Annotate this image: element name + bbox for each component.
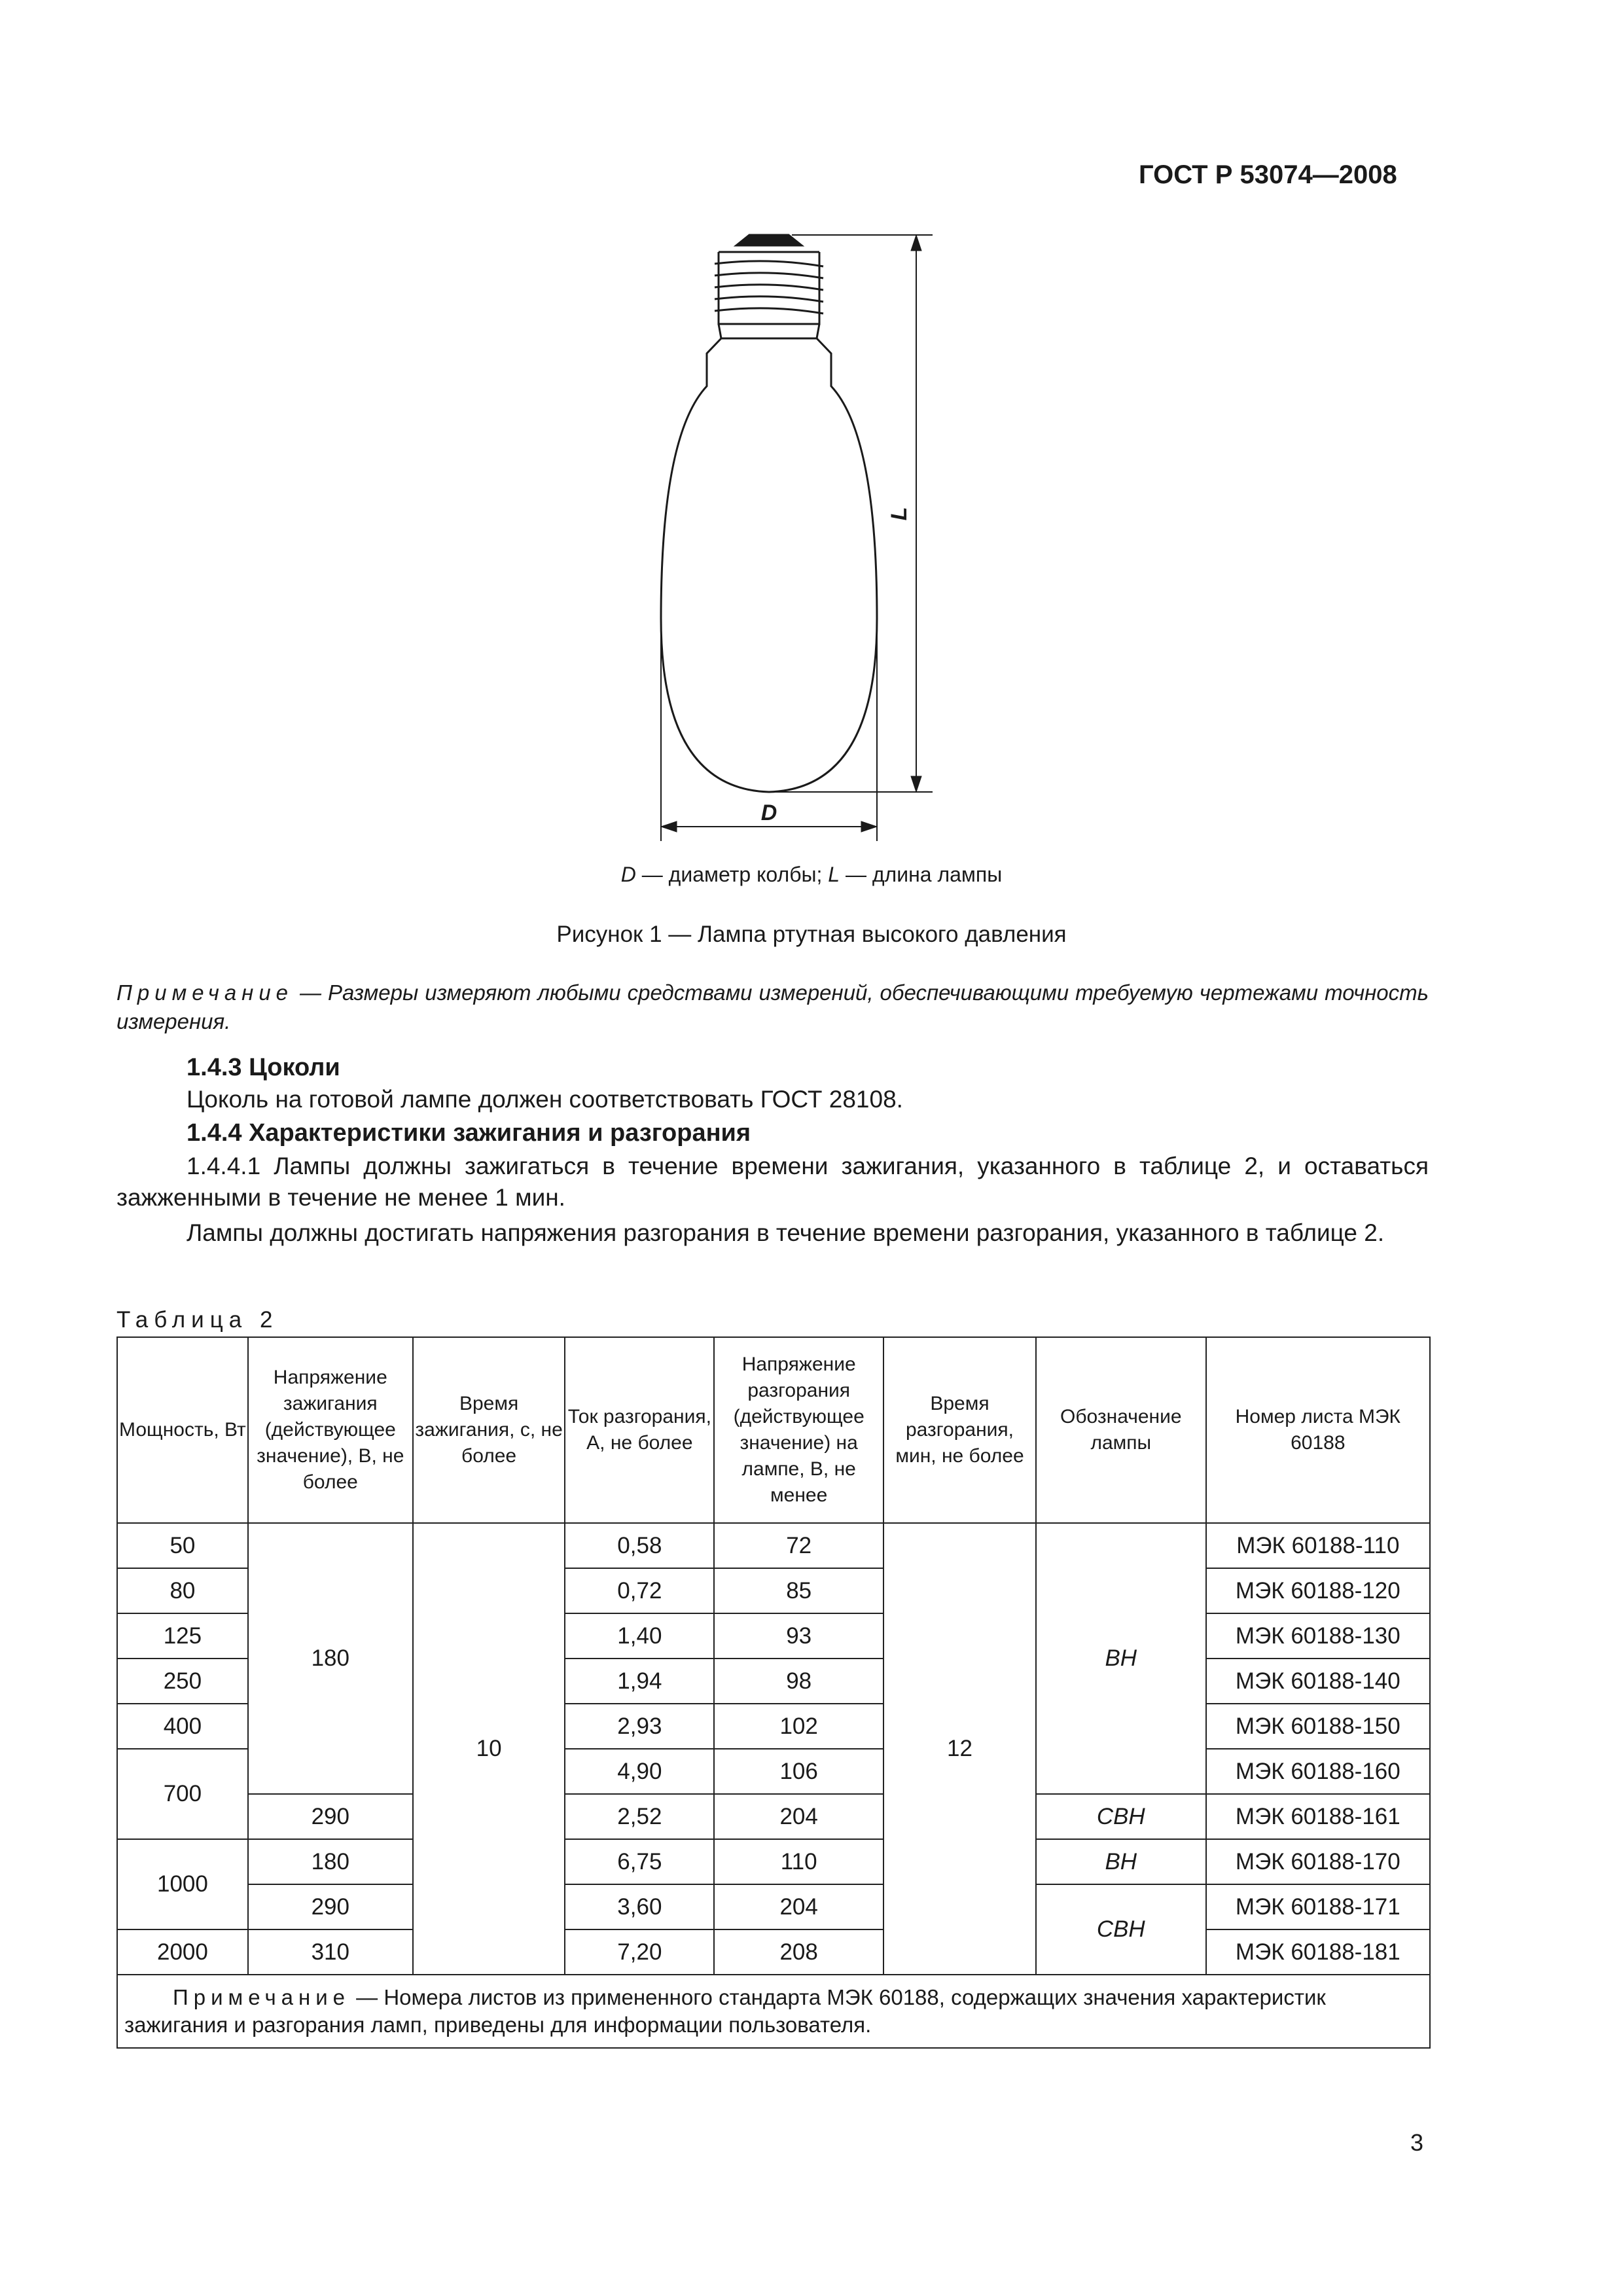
table-row xyxy=(117,1839,1430,1884)
table-note xyxy=(117,1975,1430,2048)
cell-current: 6,75 xyxy=(565,1839,714,1884)
table-note-text: — Номера листов из примененного стандарта МЭК 60188, содержащих значения характеристик зажигания и разгорания ламп, приведены для информации пользователя. xyxy=(124,1985,1326,2037)
cell-run-voltage: 106 xyxy=(714,1749,883,1794)
table-row xyxy=(117,1884,1430,1929)
header-sheet-number: Номер листа МЭК 60188 xyxy=(1206,1337,1430,1523)
section-1-4-3-heading: 1.4.3 Цоколи xyxy=(187,1054,340,1081)
cell-run-up-time: 12 xyxy=(883,1523,1036,1975)
cell-current: 1,94 xyxy=(565,1659,714,1704)
section-1-4-4-heading: 1.4.4 Характеристики зажигания и разгорания xyxy=(187,1119,751,1147)
cell-sheet: МЭК 60188-160 xyxy=(1206,1749,1430,1794)
cell-ignition-voltage: 290 xyxy=(248,1794,413,1839)
figure-caption: Рисунок 1 — Лампа ртутная высокого давления xyxy=(556,922,1067,947)
cell-sheet: МЭК 60188-161 xyxy=(1206,1794,1430,1839)
cell-power: 125 xyxy=(117,1613,248,1659)
cell-sheet: МЭК 60188-110 xyxy=(1206,1523,1430,1568)
cell-ignition-voltage: 180 xyxy=(248,1839,413,1884)
legend-L: L xyxy=(828,863,840,886)
figure-legend xyxy=(0,863,1623,887)
legend-D: D xyxy=(620,863,636,886)
cell-sheet: МЭК 60188-170 xyxy=(1206,1839,1430,1884)
cell-sheet: МЭК 60188-130 xyxy=(1206,1613,1430,1659)
cell-ignition-voltage: 310 xyxy=(248,1929,413,1975)
legend-L-text: — длина лампы xyxy=(840,863,1003,886)
cell-sheet: МЭК 60188-120 xyxy=(1206,1568,1430,1613)
cell-power: 2000 xyxy=(117,1929,248,1975)
cell-current: 0,72 xyxy=(565,1568,714,1613)
legend-D-text: — диаметр колбы; xyxy=(635,863,829,886)
cell-power: 50 xyxy=(117,1523,248,1568)
cell-current: 3,60 xyxy=(565,1884,714,1929)
header-ignition-voltage: Напряжение зажигания (действующее значение), В, не более xyxy=(248,1337,413,1523)
cell-run-voltage: 110 xyxy=(714,1839,883,1884)
cell-current: 7,20 xyxy=(565,1929,714,1975)
dimension-label-L: L xyxy=(887,507,912,521)
cell-run-voltage: 98 xyxy=(714,1659,883,1704)
cell-run-voltage: 208 xyxy=(714,1929,883,1975)
note-text: — Размеры измеряют любыми средствами измерений, обеспечивающими требуемую чертежами точность измерения. xyxy=(116,980,1429,1033)
cell-designation: СВН xyxy=(1036,1794,1206,1839)
section-1-4-3-text: Цоколь на готовой лампе должен соответствовать ГОСТ 28108. xyxy=(187,1086,903,1113)
cell-designation: ВН xyxy=(1036,1839,1206,1884)
cell-run-voltage: 204 xyxy=(714,1794,883,1839)
header-run-up-current: Ток разгорания, А, не более xyxy=(565,1337,714,1523)
cell-power: 400 xyxy=(117,1704,248,1749)
header-run-up-voltage: Напряжение разгорания (действующее значение) на лампе, В, не менее xyxy=(714,1337,883,1523)
cell-sheet: МЭК 60188-140 xyxy=(1206,1659,1430,1704)
cell-ignition-time: 10 xyxy=(413,1523,565,1975)
cell-run-voltage: 85 xyxy=(714,1568,883,1613)
cell-power: 80 xyxy=(117,1568,248,1613)
cell-current: 0,58 xyxy=(565,1523,714,1568)
cell-current: 2,93 xyxy=(565,1704,714,1749)
paragraph-1-4-4-1: 1.4.4.1 Лампы должны зажигаться в течение времени зажигания, указанного в таблице 2, и оставаться зажженными в течение не менее 1 мин. xyxy=(116,1153,1429,1211)
cell-run-voltage: 72 xyxy=(714,1523,883,1568)
paragraph-run-up: Лампы должны достигать напряжения разгорания в течение времени разгорания, указанного в таблице 2. xyxy=(187,1219,1385,1246)
table-2 xyxy=(116,1336,1431,2049)
figure-note xyxy=(116,978,1429,1036)
cell-power: 700 xyxy=(117,1749,248,1839)
table-row xyxy=(117,1794,1430,1839)
lamp-base-contact xyxy=(736,235,802,245)
cell-current: 2,52 xyxy=(565,1794,714,1839)
table-note-word: Примечание xyxy=(173,1985,351,2009)
header-power: Мощность, Вт xyxy=(117,1337,248,1523)
document-code: ГОСТ Р 53074—2008 xyxy=(1139,160,1397,189)
cell-current: 4,90 xyxy=(565,1749,714,1794)
cell-sheet: МЭК 60188-171 xyxy=(1206,1884,1430,1929)
table-row xyxy=(117,1929,1430,1975)
note-word: Примечание xyxy=(116,980,294,1005)
cell-designation: СВН xyxy=(1036,1884,1206,1975)
table-note-row xyxy=(117,1975,1430,2048)
cell-run-voltage: 102 xyxy=(714,1704,883,1749)
header-designation: Обозначение лампы xyxy=(1036,1337,1206,1523)
cell-current: 1,40 xyxy=(565,1613,714,1659)
dimension-label-D: D xyxy=(760,800,777,825)
cell-sheet: МЭК 60188-181 xyxy=(1206,1929,1430,1975)
table-header-row xyxy=(117,1337,1430,1523)
cell-designation: ВН xyxy=(1036,1523,1206,1794)
table-row xyxy=(117,1523,1430,1568)
cell-power: 1000 xyxy=(117,1839,248,1929)
header-run-up-time: Время разгорания, мин, не более xyxy=(883,1337,1036,1523)
cell-run-voltage: 93 xyxy=(714,1613,883,1659)
cell-run-voltage: 204 xyxy=(714,1884,883,1929)
cell-power: 250 xyxy=(117,1659,248,1704)
lamp-figure xyxy=(641,226,955,848)
header-ignition-time: Время зажигания, с, не более xyxy=(413,1337,565,1523)
page-number: 3 xyxy=(1410,2129,1424,2156)
cell-sheet: МЭК 60188-150 xyxy=(1206,1704,1430,1749)
table-title: Таблица 2 xyxy=(116,1307,279,1333)
cell-ignition-voltage: 180 xyxy=(248,1523,413,1794)
cell-ignition-voltage: 290 xyxy=(248,1884,413,1929)
lamp-bulb-outline xyxy=(661,338,877,792)
